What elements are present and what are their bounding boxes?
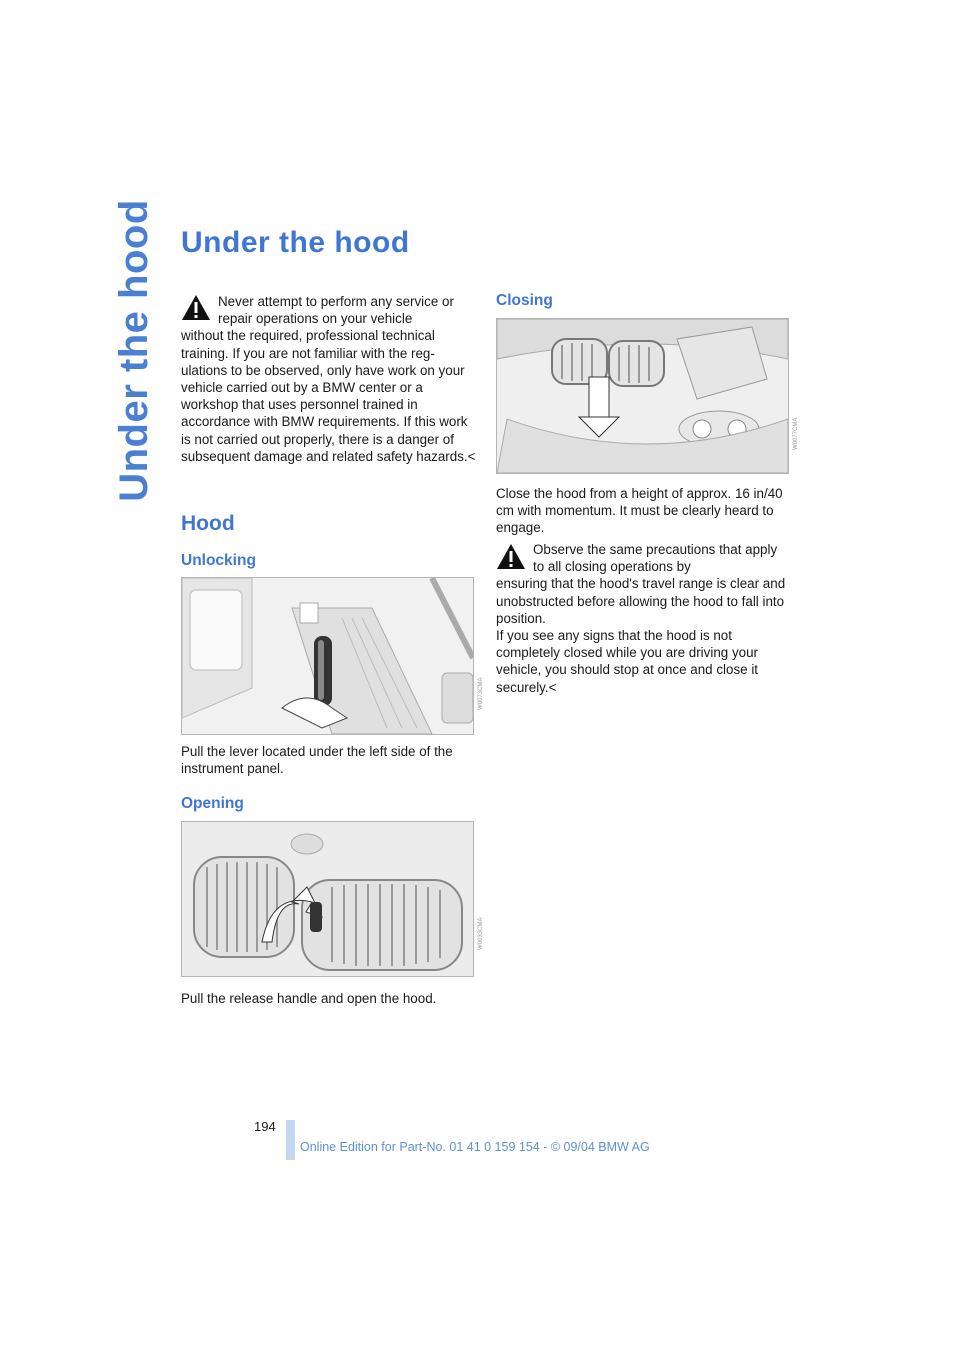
intro-warning-lead: Never attempt to perform any service or repair operations on your vehicle <box>218 294 454 327</box>
page-number: 194 <box>254 1119 276 1134</box>
unlocking-figure-code: W0073CMA <box>478 677 484 710</box>
unlocking-heading: Unlocking <box>181 552 256 569</box>
page-title: Under the hood <box>181 226 410 259</box>
footer-edition-text: Online Edition for Part-No. 01 41 0 159 154 - © 09/04 BMW AG <box>300 1140 650 1154</box>
side-tab-label: Under the hood <box>111 198 156 502</box>
closing-warning-lead: Observe the same precautions that apply to all closing operations by <box>533 542 778 575</box>
closing-figure-code: W0077CMA <box>793 417 799 450</box>
closing-warning-rest: ensuring that the hood's travel range is clear and unobstructed before allowing the hood to fall into position. <box>496 576 786 626</box>
hood-closing-illustration <box>497 319 788 473</box>
closing-heading: Closing <box>496 292 553 309</box>
opening-heading: Opening <box>181 795 244 812</box>
grille-release-illustration <box>182 822 473 976</box>
intro-warning <box>181 293 476 465</box>
unlocking-figure <box>181 577 474 735</box>
closing-warning-rest2: If you see any signs that the hood is not completely closed while you are driving your vehicle, you should stop at once and close it securely.< <box>496 628 759 695</box>
closing-text: Close the hood from a height of approx. 16 in/40 cm with momentum. It must be clearly heard to engage. <box>496 486 783 536</box>
unlocking-text: Pull the lever located under the left side of the instrument panel. <box>181 744 453 777</box>
footer-bar <box>286 1120 295 1160</box>
closing-warning <box>496 541 791 696</box>
opening-figure-code: W0033CMA <box>478 917 484 950</box>
side-tab <box>108 198 160 502</box>
opening-text: Pull the release handle and open the hood. <box>181 991 437 1006</box>
opening-figure <box>181 821 474 977</box>
intro-warning-rest: without the required, professional technical training. If you are not familiar with the reg-ulations to be observed, only have work on your vehicle carried out by a BMW center or a workshop that uses personnel trained in accordance with BMW requirements. If this work is not carried out properly, there is a danger of subsequent damage and related safety hazards.< <box>181 328 476 464</box>
closing-figure <box>496 318 789 474</box>
hood-lever-illustration <box>182 578 473 734</box>
hood-heading: Hood <box>181 512 235 535</box>
